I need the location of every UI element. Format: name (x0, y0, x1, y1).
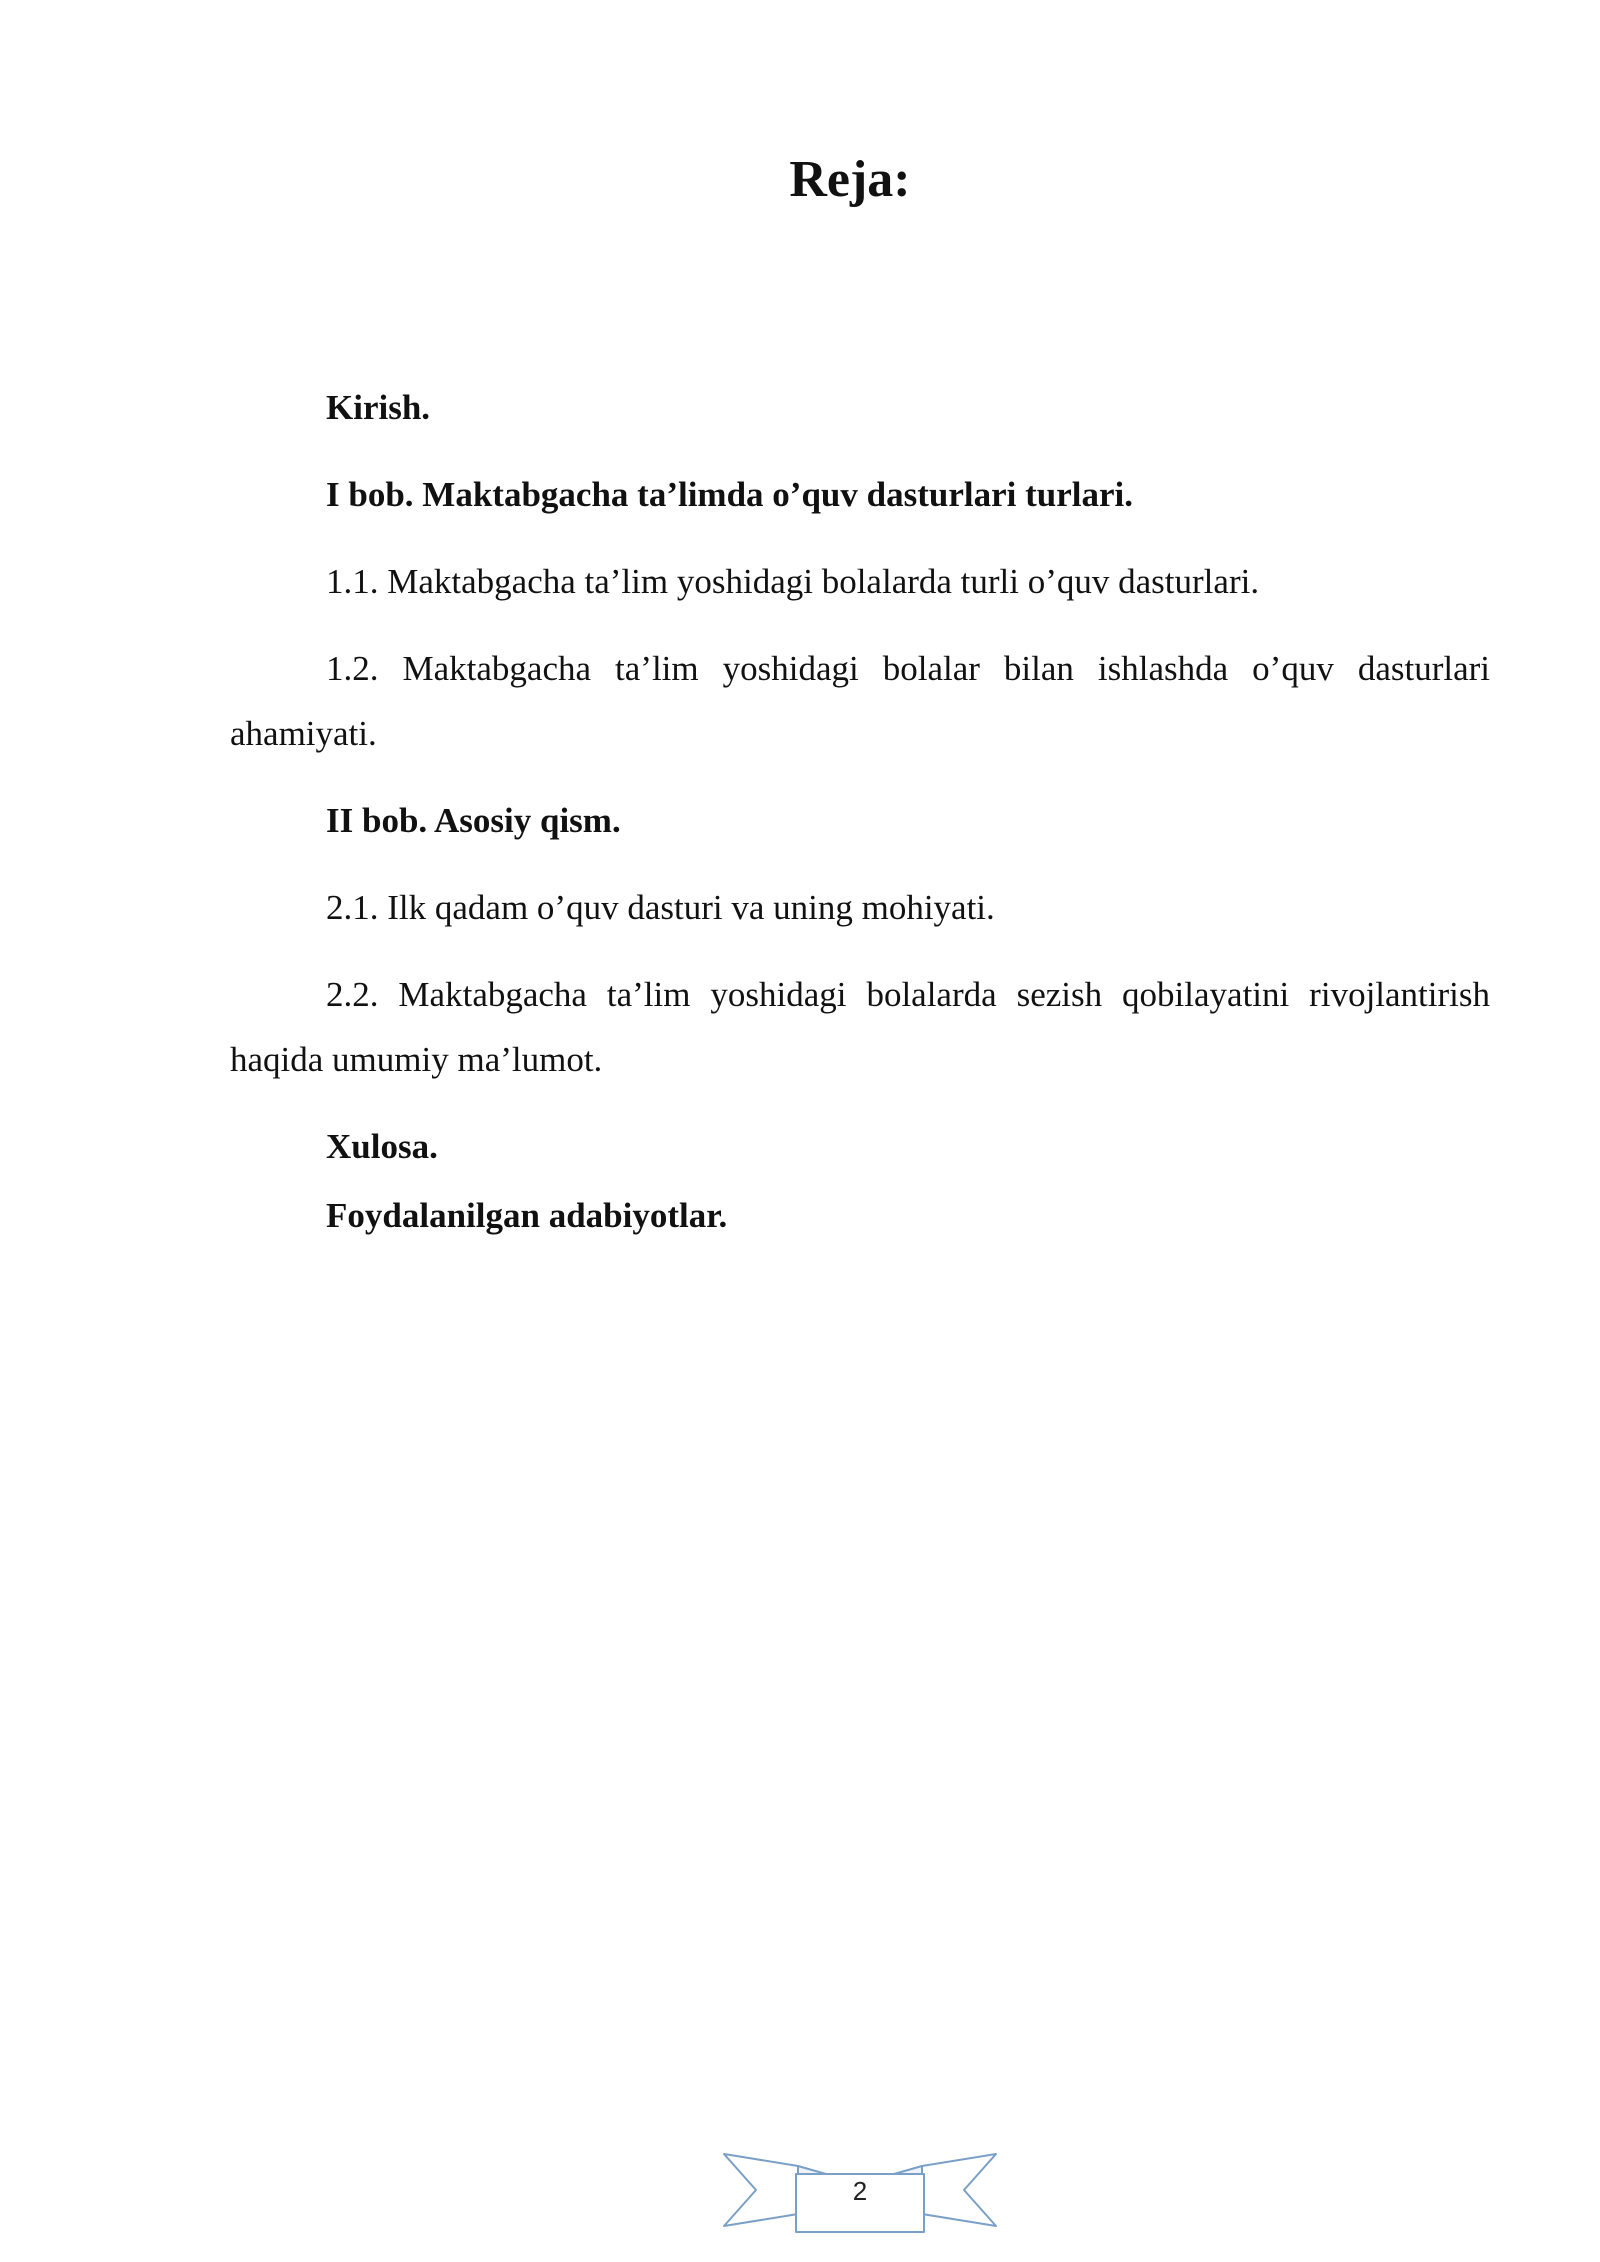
plan-item-section-2-1: 2.1. Ilk qadam o’quv dasturi va uning mohiyati. (326, 888, 995, 927)
plan-item-chapter-2: II bob. Asosiy qism. (326, 801, 621, 840)
plan-item-section-1-1: 1.1. Maktabgacha ta’lim yoshidagi bolalarda turli o’quv dasturlari. (326, 562, 1260, 601)
page-number: 2 (852, 2176, 868, 2206)
plan-item-introduction: Kirish. (326, 388, 431, 427)
plan-item-section-1-2: 1.2. Maktabgacha ta’lim yoshidagi bolalar bilan ishlashda o’quv dasturlari ahamiyati. (230, 649, 1490, 753)
plan-item-references: Foydalanilgan adabiyotlar. (326, 1196, 728, 1235)
plan-item-section-2-2: 2.2. Maktabgacha ta’lim yoshidagi bolalarda sezish qobilayatini rivojlantirish haqida umumiy ma’lumot. (230, 975, 1490, 1079)
page-title: Reja: (789, 151, 911, 208)
plan-item-conclusion: Xulosa. (326, 1127, 438, 1166)
plan-list (230, 375, 1490, 1248)
plan-item-chapter-1: I bob. Maktabgacha ta’limda o’quv dasturlari turlari. (326, 475, 1133, 514)
